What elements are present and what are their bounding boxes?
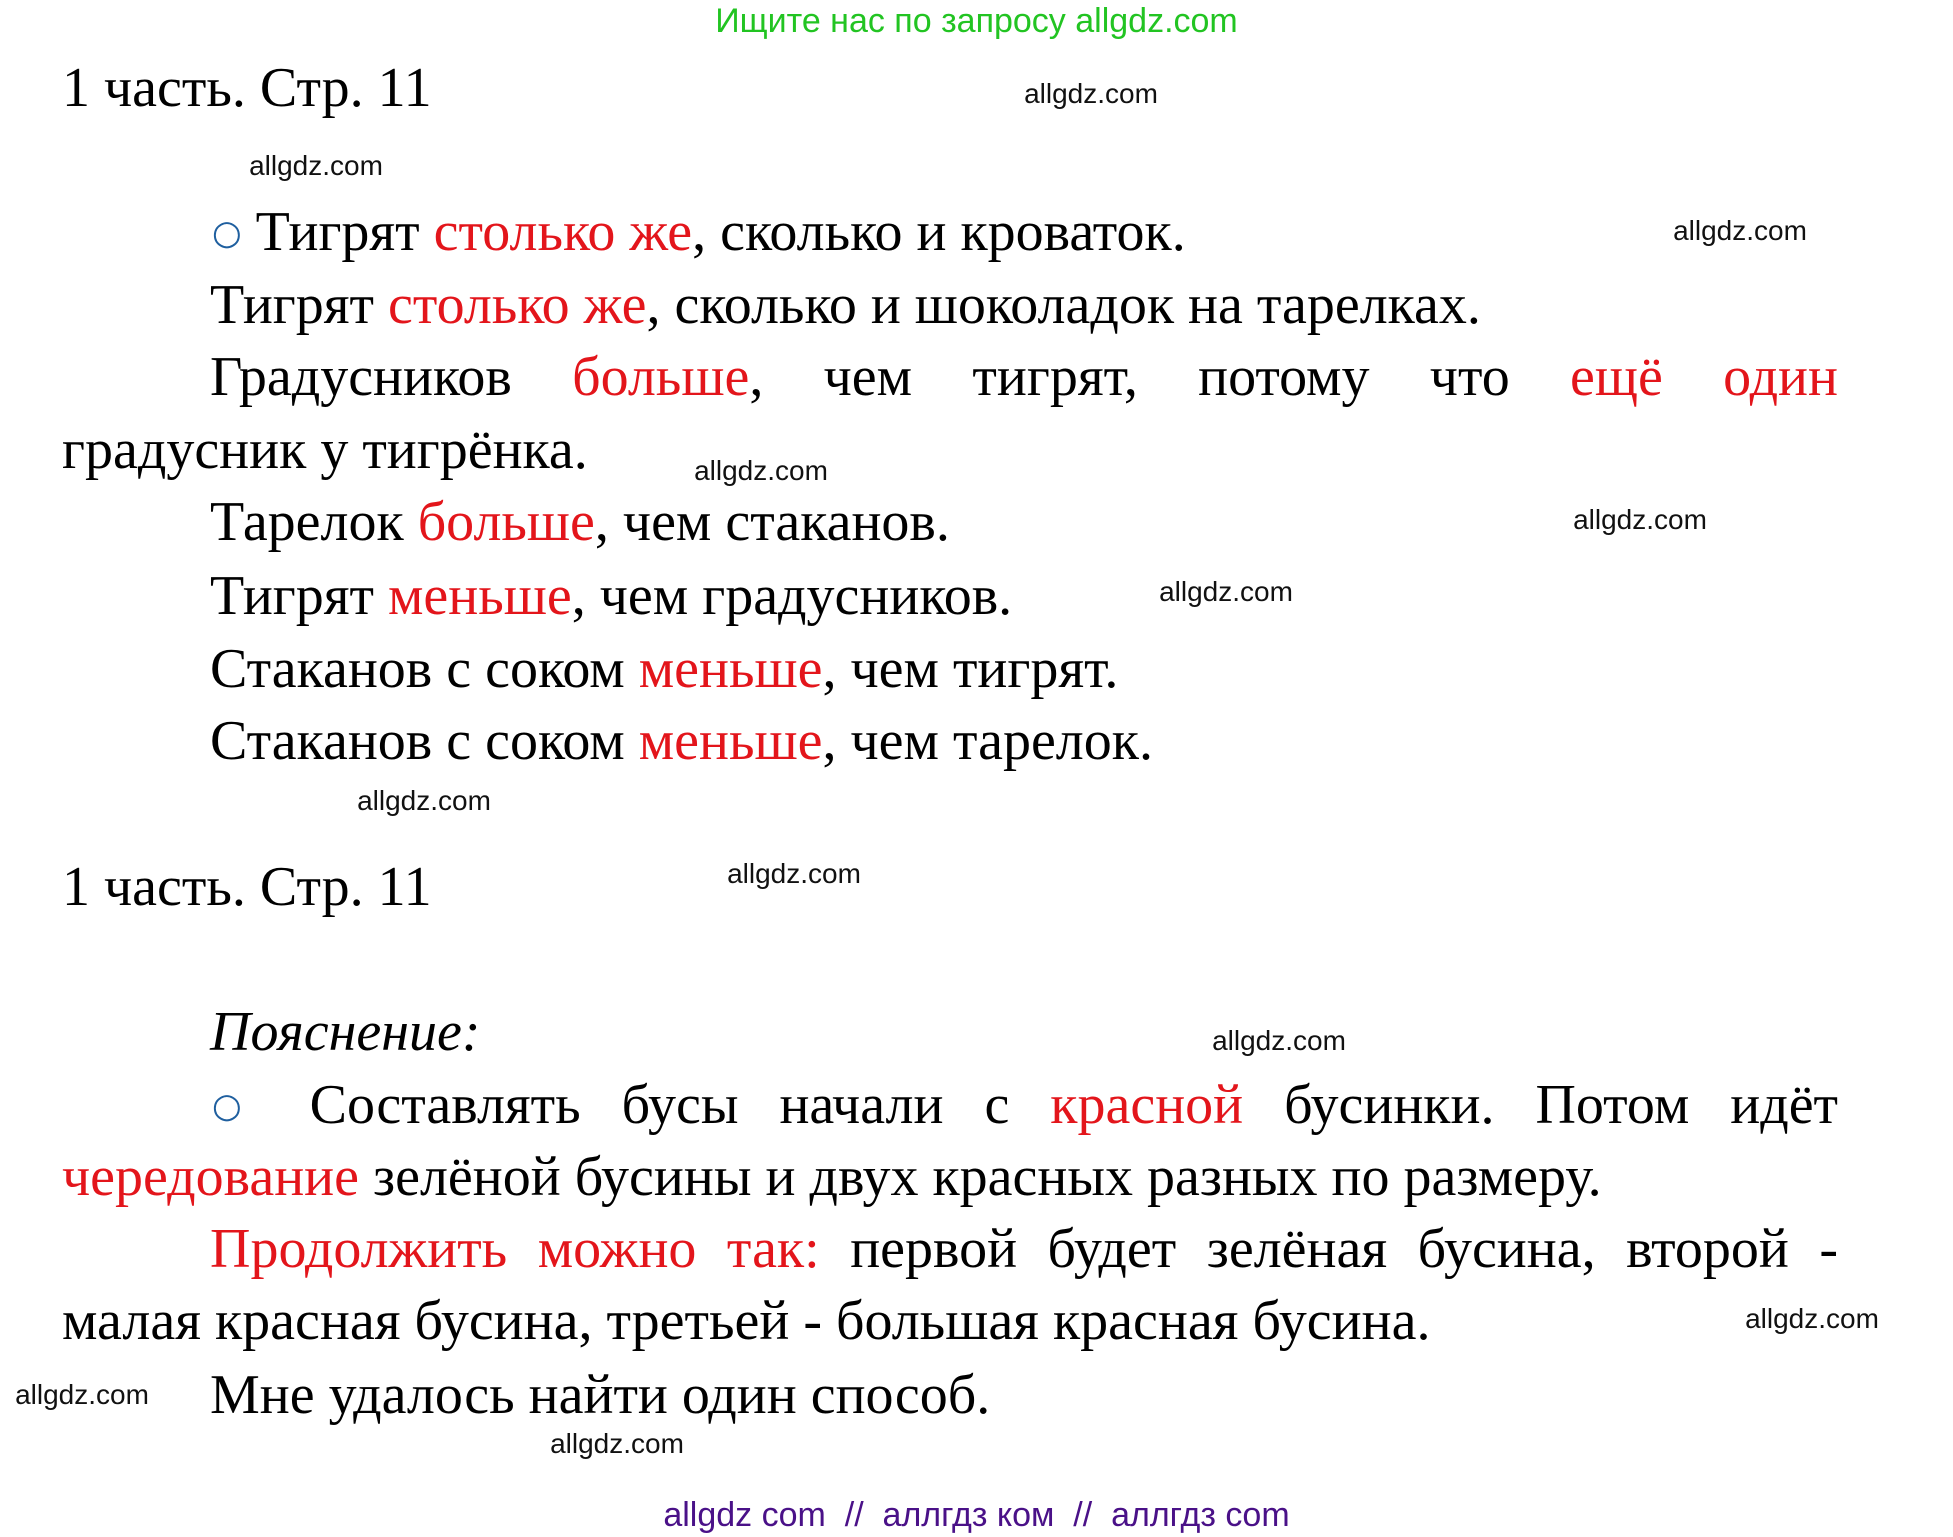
watermark: allgdz.com: [15, 1379, 149, 1410]
explanation-line: [210, 1213, 1838, 1285]
watermark: allgdz.com: [1573, 504, 1707, 535]
highlight: меньше: [387, 565, 572, 627]
text: Стаканов с соком: [210, 638, 639, 700]
explanation-line: [62, 1141, 1602, 1213]
circle-bullet-icon: ○: [212, 213, 242, 253]
watermark: allgdz.com: [550, 1428, 684, 1459]
text: Тигрят: [210, 274, 388, 336]
answer-line: [210, 269, 1481, 341]
text: бусинки. Потом идёт: [1284, 1074, 1839, 1136]
answer-line: градусник у тигрёнка.: [62, 419, 588, 481]
text: Стаканов с соком: [210, 710, 639, 772]
text: , чем тигрят, потому что: [749, 346, 1571, 408]
answer-line: [210, 486, 950, 558]
text: Градусников: [210, 346, 573, 408]
answer-line: [210, 560, 1012, 632]
text: , сколько и кроваток.: [692, 201, 1186, 263]
watermark: allgdz.com: [1673, 215, 1807, 246]
highlight: столько же: [387, 274, 647, 336]
text: , чем тарелок.: [822, 710, 1153, 772]
explanation-line: [212, 1069, 1838, 1141]
watermark: allgdz.com: [694, 455, 828, 486]
watermark: allgdz.com: [1024, 78, 1158, 109]
circle-bullet-icon: ○: [212, 1086, 269, 1126]
highlight: меньше: [638, 710, 823, 772]
text: зелёной бусины и двух красных разных по размеру.: [358, 1146, 1602, 1208]
answer-line: [210, 633, 1118, 705]
text: первой будет зелёная бусина, второй -: [850, 1218, 1838, 1280]
highlight: столько же: [433, 201, 693, 263]
text: Составлять бусы начали с: [309, 1074, 1051, 1136]
text: , чем тигрят.: [822, 638, 1119, 700]
text: , чем стаканов.: [594, 491, 950, 553]
text: Тигрят: [210, 565, 388, 627]
highlight: красной: [1050, 1074, 1244, 1136]
watermark: allgdz.com: [727, 858, 861, 889]
page-heading: 1 часть. Стр. 11: [62, 856, 432, 918]
highlight: ещё один: [1570, 346, 1838, 408]
highlight: Продолжить можно так:: [210, 1218, 820, 1280]
watermark: allgdz.com: [357, 785, 491, 816]
footer-links[interactable]: allgdz com // аллгдз ком // аллгдз com: [663, 1496, 1290, 1534]
answer-line: [212, 196, 1186, 268]
highlight: больше: [572, 346, 750, 408]
highlight: меньше: [638, 638, 823, 700]
explanation-line: малая красная бусина, третьей - большая красная бусина.: [62, 1290, 1431, 1352]
text: Тигрят: [255, 201, 434, 263]
text: , чем градусников.: [571, 565, 1013, 627]
explanation-line: Мне удалось найти один способ.: [210, 1364, 991, 1426]
watermark: allgdz.com: [249, 150, 383, 181]
text: , сколько и шоколадок на тарелках.: [646, 274, 1481, 336]
answer-line: [210, 705, 1153, 777]
watermark: allgdz.com: [1159, 576, 1293, 607]
highlight: больше: [417, 491, 595, 553]
highlight: чередование: [62, 1146, 359, 1208]
search-banner[interactable]: Ищите нас по запросу allgdz.com: [715, 2, 1238, 40]
watermark: allgdz.com: [1745, 1303, 1879, 1334]
explanation-title: Пояснение:: [210, 1001, 481, 1063]
answer-line: [210, 341, 1838, 413]
page-heading: 1 часть. Стр. 11: [62, 57, 432, 119]
text: Тарелок: [210, 491, 418, 553]
watermark: allgdz.com: [1212, 1025, 1346, 1056]
